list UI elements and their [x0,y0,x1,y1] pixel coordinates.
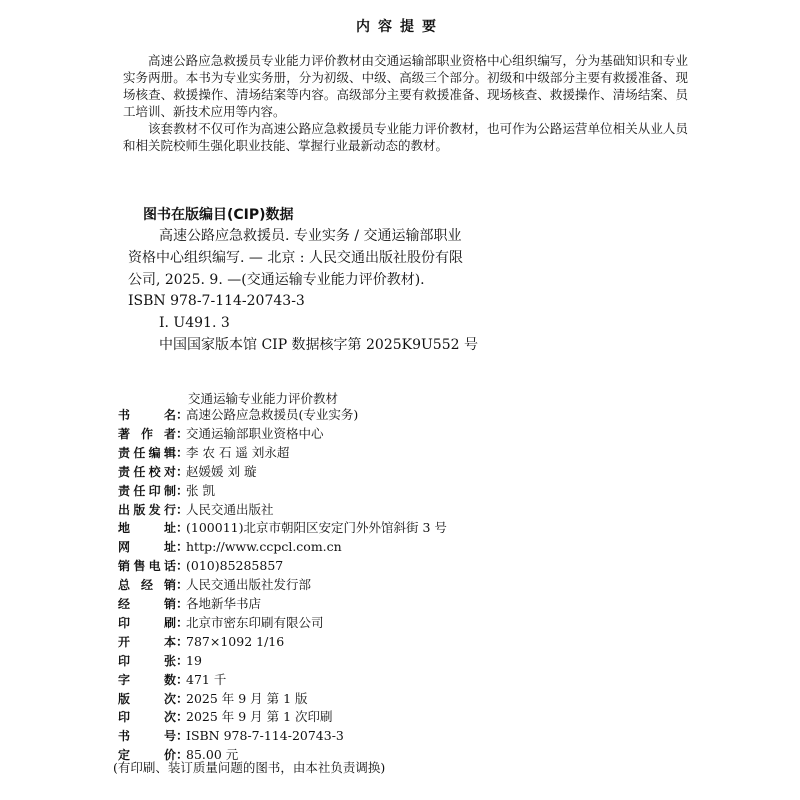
imprint-colon: ： [176,652,189,668]
imprint-colon: ： [176,728,189,744]
imprint-value: 人民交通出版社发行部 [186,577,312,593]
imprint-colon: ： [176,596,189,611]
cip-record-number: 中国国家版本馆 CIP 数据核字第 2025K9U552 号 [159,337,478,353]
imprint-colon: ： [176,520,189,536]
cip-line: 公司, 2025. 9. —(交通运输专业能力评价教材). [128,272,425,288]
imprint-value: ISBN 978-7-114-20743-3 [186,728,344,744]
footer-note: (有印刷、装订质量问题的图书，由本社负责调换) [113,760,386,775]
cip-classification: Ⅰ. U491. 3 [159,315,230,331]
imprint-row [118,707,333,726]
imprint-value: 人民交通出版社 [186,501,274,517]
imprint-row [118,518,447,537]
imprint-label: 出版发行 [118,502,176,517]
imprint-row [118,424,324,443]
imprint-value: 北京市密东印刷有限公司 [186,614,324,630]
imprint-label: 责任编辑 [118,445,176,460]
imprint-row [118,500,274,519]
imprint-label: 责任印制 [118,483,176,498]
imprint-row [118,443,289,462]
imprint-label: 定价 [118,748,176,763]
summary-title: 内容提要 [356,19,444,35]
imprint-label: 印刷 [118,615,176,630]
imprint-label: 网址 [118,540,176,555]
imprint-value: 张 凯 [186,482,215,498]
imprint-colon: ： [176,407,189,422]
cip-title: 图书在版编目(CIP)数据 [143,207,294,223]
imprint-value: 2025 年 9 月 第 1 版 [186,690,308,706]
imprint-value: 19 [186,652,202,668]
imprint-colon: ： [176,539,189,555]
imprint-colon: ： [176,463,189,479]
imprint-value: 赵媛媛 刘 璇 [186,463,257,479]
imprint-value: 2025 年 9 月 第 1 次印刷 [186,709,333,725]
imprint-value: (100011)北京市朝阳区安定门外外馆斜街 3 号 [186,520,447,536]
summary-paragraph: 高速公路应急救援员专业能力评价教材由交通运输部职业资格中心组织编写，分为基础知识和专业实务两册。本书为专业实务册，分为初级、中级、高级三个部分。初级和中级部分主要有救援准备、现场核查、救援操作、清场结案等内容。高级部分主要有救援准备、现场核查、救援操作、清场结案、员工培训、新技术应用等内容。 [123,53,688,119]
imprint-label: 字数 [118,672,176,687]
imprint-value: 85.00 元 [186,747,239,763]
imprint-label: 书号 [118,729,176,744]
imprint-row [118,651,202,670]
imprint-label: 著作者 [118,426,176,441]
imprint-row [118,670,226,689]
imprint-row [118,481,215,500]
imprint-label: 书名 [118,408,176,422]
imprint-row [118,632,284,651]
cip-isbn: ISBN 978-7-114-20743-3 [128,293,305,309]
imprint-colon: ： [176,577,189,593]
imprint-label: 开本 [118,634,176,649]
imprint-value: http://www.ccpcl.com.cn [186,539,342,555]
imprint-row [118,613,324,632]
imprint-value: 李 农 石 遥 刘永超 [186,444,290,460]
imprint-value: 各地新华书店 [186,596,262,611]
imprint-row [118,594,261,613]
imprint-row [118,575,311,594]
imprint-row [118,537,342,556]
imprint-label: 印张 [118,653,176,668]
imprint-row [118,556,283,575]
imprint-colon: ： [176,671,189,687]
imprint-value: 交通运输部职业资格中心 [186,425,324,441]
imprint-colon: ： [176,614,189,630]
imprint-label: 总经销 [118,578,176,593]
imprint-colon: ： [176,633,189,649]
summary-paragraph: 该套教材不仅可作为高速公路应急救援员专业能力评价教材，也可作为公路运营单位相关从业人员和相关院校师生强化职业技能、掌握行业最新动态的教材。 [123,121,688,153]
imprint-label: 责任校对 [118,464,176,479]
imprint-value: (010)85285857 [186,558,284,574]
imprint-row [118,689,308,708]
imprint-row [118,726,344,745]
imprint-colon: ： [176,501,189,517]
imprint-colon: ： [176,444,189,460]
cip-line: 高速公路应急救援员. 专业实务 / 交通运输部职业 [159,228,462,244]
imprint-row [118,462,256,481]
imprint-colon: ： [176,690,189,706]
imprint-label: 经销 [118,597,176,611]
imprint-label: 版次 [118,691,176,706]
imprint-label: 印次 [118,710,176,725]
imprint-colon: ： [176,558,189,574]
series-name: 交通运输专业能力评价教材 [188,391,339,406]
imprint-colon: ： [176,482,189,498]
imprint-value: 787×1092 1/16 [186,633,285,649]
imprint-row [118,405,358,424]
imprint-colon: ： [176,747,189,763]
imprint-colon: ： [176,425,189,441]
imprint-value: 高速公路应急救援员(专业实务) [186,407,359,422]
imprint-label: 销售电话 [118,559,176,574]
imprint-label: 地址 [118,521,176,536]
cip-line: 资格中心组织编写. — 北京 : 人民交通出版社股份有限 [128,250,463,266]
imprint-value: 471 千 [186,671,227,687]
imprint-colon: ： [176,709,189,725]
